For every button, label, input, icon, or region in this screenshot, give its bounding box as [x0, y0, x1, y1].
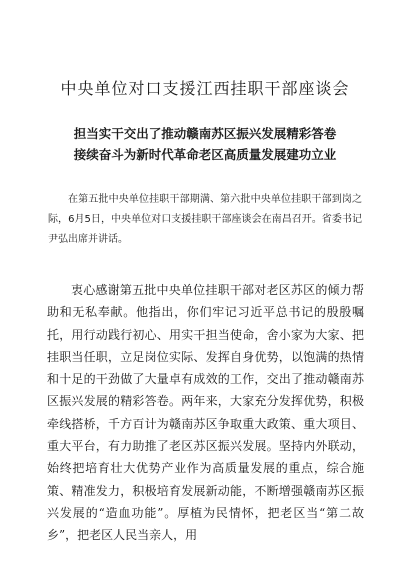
document-title: 中央单位对口支援江西挂职干部座谈会 — [60, 79, 350, 98]
subtitle-line-2: 接续奋斗为新时代革命老区高质量发展建功立业 — [73, 147, 337, 162]
lead-paragraph: 在第五批中央单位挂职干部期满、第六批中央单位挂职干部到岗之际，6月5日，中央单位对口支援挂职干部座谈会在南昌召开。省委书记尹弘出席并讲话。 — [48, 194, 362, 245]
subtitle-line-1: 担当实干交出了推动赣南苏区振兴发展精彩答卷 — [73, 126, 337, 141]
body-paragraph: 衷心感谢第五批中央单位挂职干部对老区苏区的倾力帮助和无私奉献。他指出，你们牢记习近平总书记的殷殷嘱托，用行动践行初心、用实干担当使命，舍小家为大家、把挂职当任职，立足岗位实际、发挥自身优势，以饱满的热情和十足的干劲做了大量卓有成效的工作，交出了推动赣南苏区振兴发展的精彩答卷。两年来，大家充分发挥优势，积极牵线搭桥，千方百计为赣南苏区争取重大政策、重大项目、重大平台，有力助推了老区苏区振兴发展。坚持内外联动，始终把培育壮大优势产业作为高质量发展的重点，综合施策、精准发力，积极培育发展新动能，不断增强赣南苏区振兴发展的“造血功能”。厚植为民情怀，把老区当“第二故乡”，把老区人民当亲人，用 — [47, 283, 364, 543]
